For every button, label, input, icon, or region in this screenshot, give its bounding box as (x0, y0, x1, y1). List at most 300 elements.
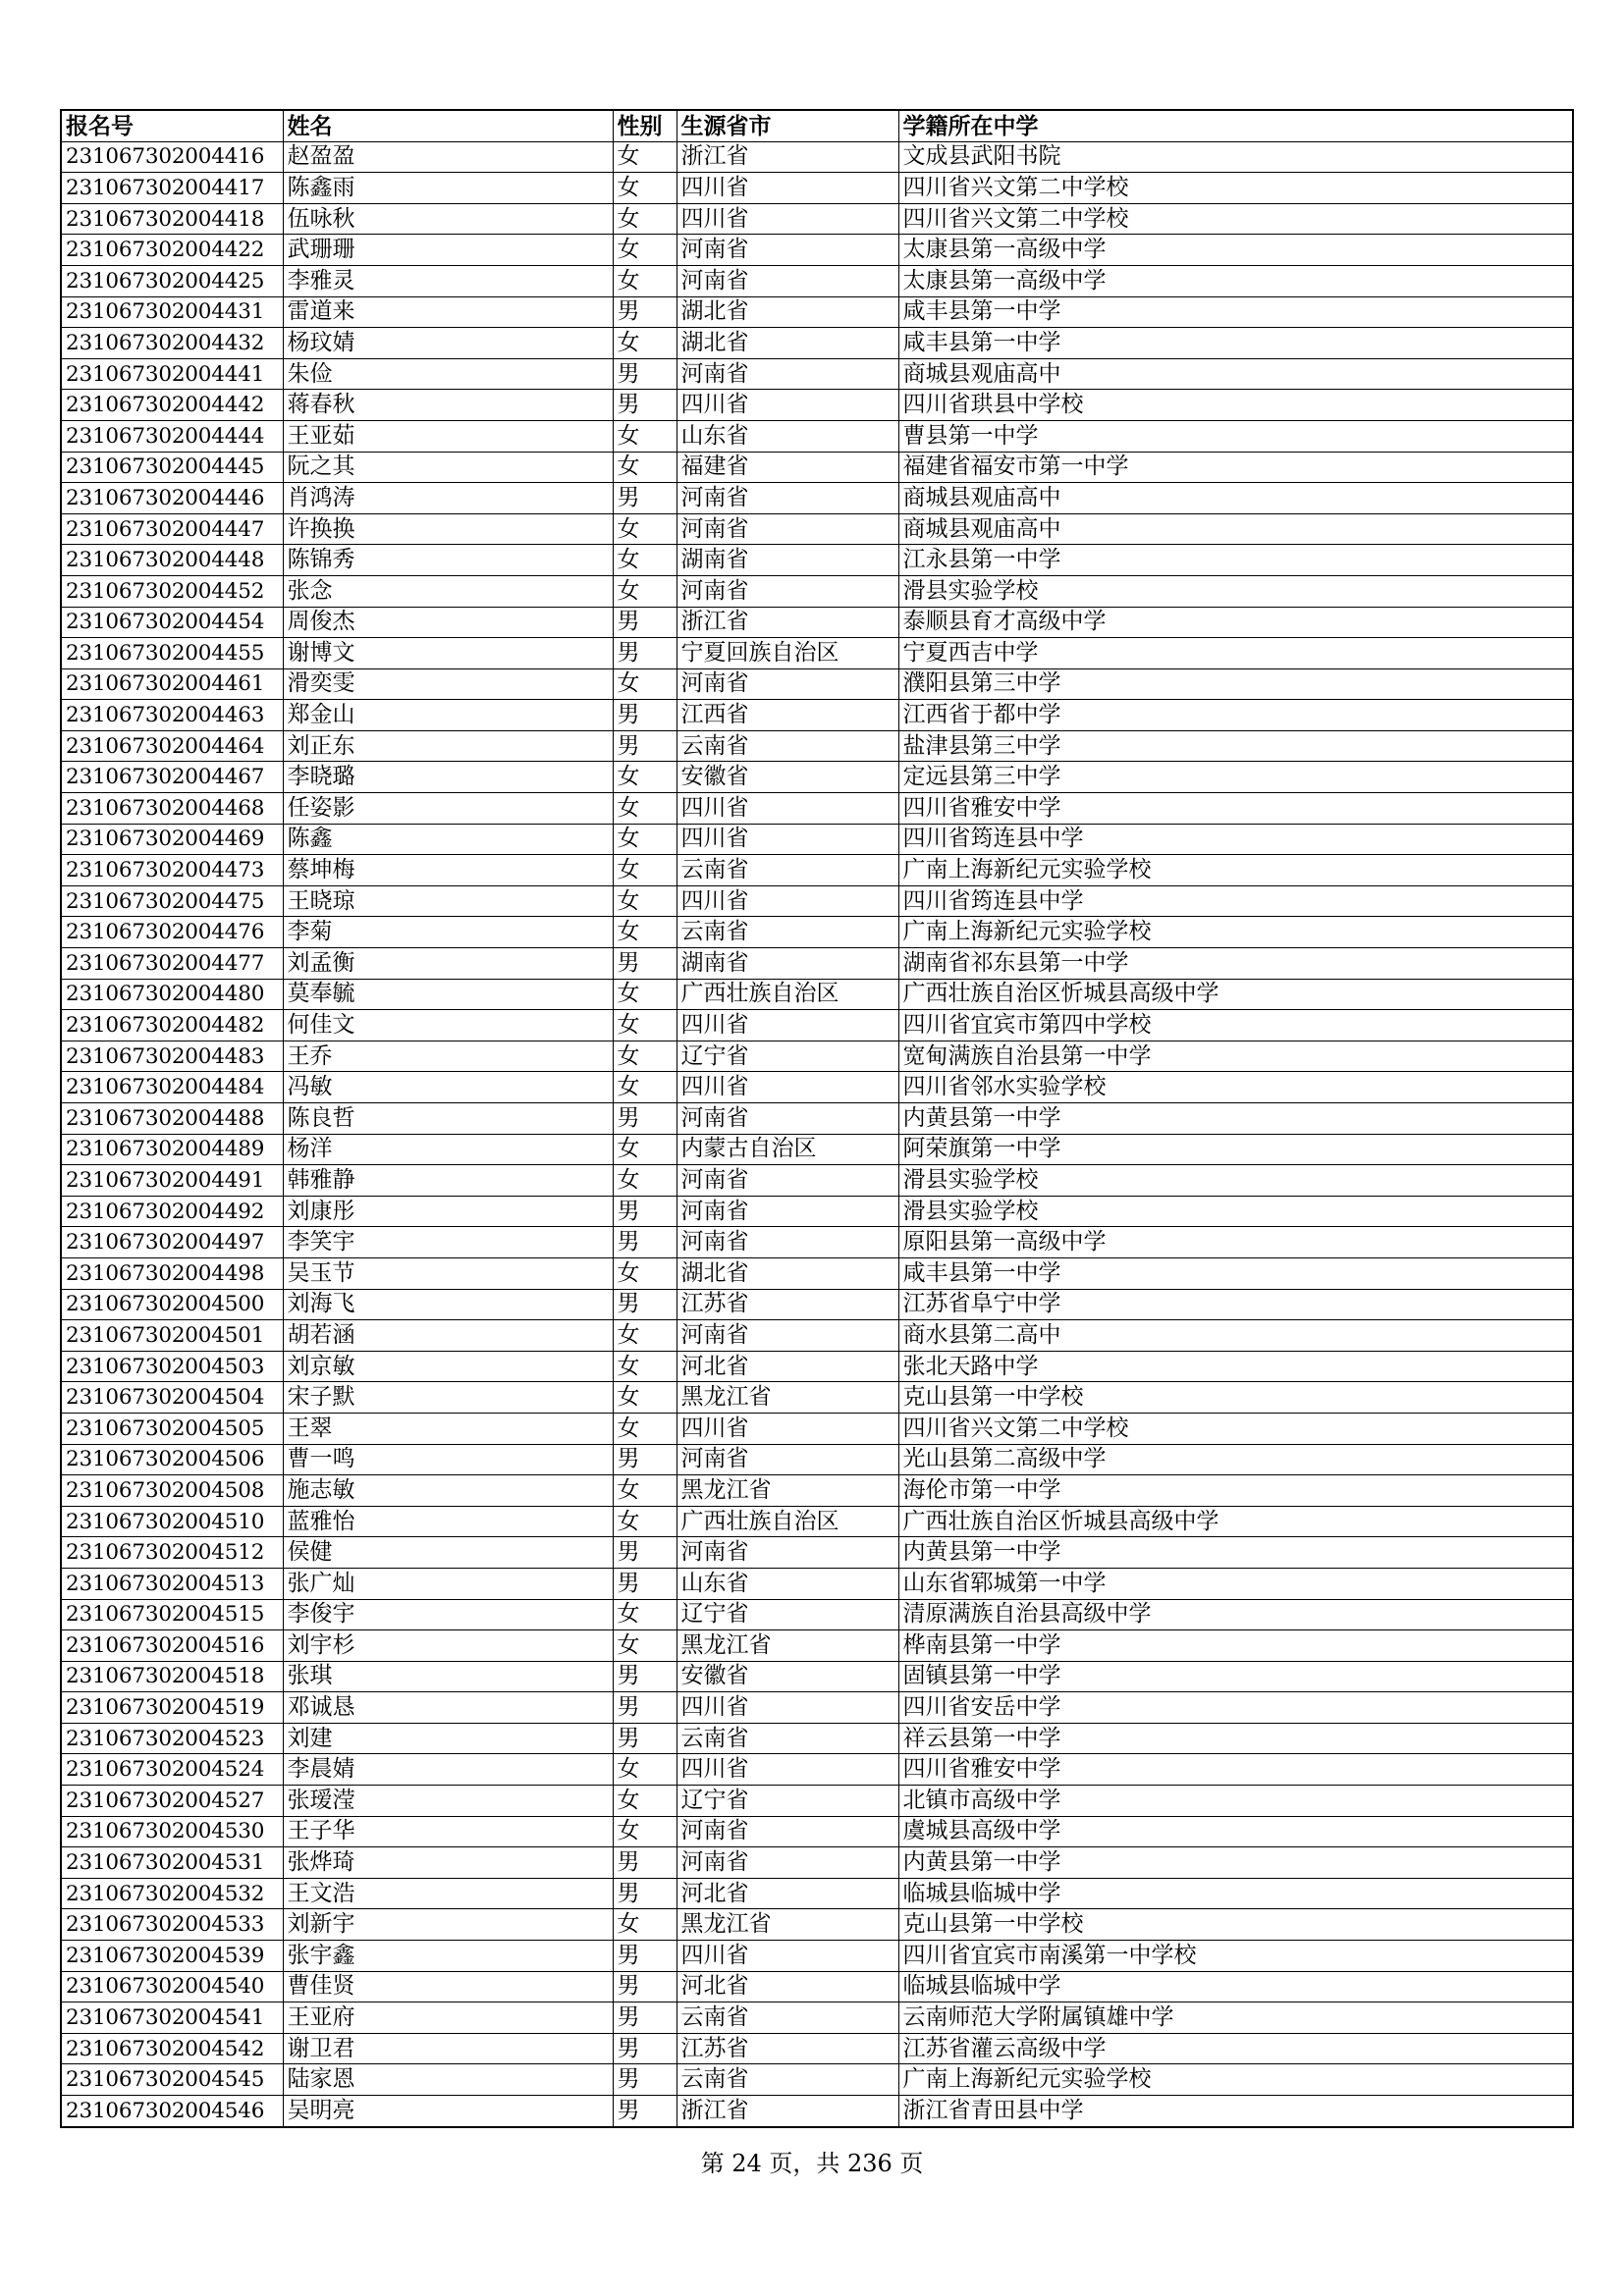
cell-school: 福建省福安市第一中学 (898, 452, 1573, 483)
cell-name: 刘孟衡 (283, 948, 613, 980)
cell-name: 陈鑫雨 (283, 173, 613, 204)
cell-registration-number: 231067302004516 (61, 1630, 283, 1662)
cell-province: 辽宁省 (677, 1786, 898, 1817)
cell-registration-number: 231067302004491 (61, 1165, 283, 1197)
cell-registration-number: 231067302004533 (61, 1909, 283, 1941)
table-row (61, 1878, 1573, 1909)
cell-gender: 女 (613, 1754, 677, 1786)
header-school: 学籍所在中学 (898, 110, 1573, 141)
cell-name: 宋子默 (283, 1382, 613, 1414)
cell-gender: 女 (613, 1072, 677, 1103)
cell-province: 安徽省 (677, 1661, 898, 1692)
cell-name: 吴明亮 (283, 2096, 613, 2127)
cell-gender: 女 (613, 668, 677, 700)
cell-registration-number: 231067302004446 (61, 483, 283, 514)
cell-gender: 男 (613, 700, 677, 731)
cell-school: 清原满族自治县高级中学 (898, 1599, 1573, 1630)
cell-school: 光山县第二高级中学 (898, 1444, 1573, 1475)
cell-school: 咸丰县第一中学 (898, 1257, 1573, 1289)
cell-gender: 女 (613, 1382, 677, 1414)
cell-registration-number: 231067302004464 (61, 730, 283, 762)
cell-name: 周俊杰 (283, 607, 613, 638)
cell-province: 山东省 (677, 1568, 898, 1599)
cell-registration-number: 231067302004498 (61, 1257, 283, 1289)
cell-registration-number: 231067302004477 (61, 948, 283, 980)
cell-name: 陈鑫 (283, 824, 613, 855)
cell-province: 河南省 (677, 265, 898, 296)
cell-school: 云南师范大学附属镇雄中学 (898, 2002, 1573, 2034)
cell-province: 河南省 (677, 575, 898, 607)
table-row (61, 1537, 1573, 1569)
cell-name: 张广灿 (283, 1568, 613, 1599)
cell-registration-number: 231067302004431 (61, 296, 283, 328)
cell-school: 克山县第一中学校 (898, 1382, 1573, 1414)
cell-gender: 女 (613, 545, 677, 576)
cell-school: 商城县观庙高中 (898, 483, 1573, 514)
cell-gender: 女 (613, 1351, 677, 1382)
cell-registration-number: 231067302004504 (61, 1382, 283, 1414)
cell-registration-number: 231067302004484 (61, 1072, 283, 1103)
cell-name: 韩雅静 (283, 1165, 613, 1197)
cell-province: 河南省 (677, 358, 898, 390)
cell-name: 张瑷滢 (283, 1786, 613, 1817)
cell-name: 谢博文 (283, 638, 613, 669)
cell-school: 文成县武阳书院 (898, 141, 1573, 173)
cell-gender: 女 (613, 1786, 677, 1817)
cell-province: 湖南省 (677, 545, 898, 576)
cell-registration-number: 231067302004483 (61, 1041, 283, 1072)
cell-gender: 男 (613, 296, 677, 328)
cell-province: 河南省 (677, 1816, 898, 1847)
cell-school: 定远县第三中学 (898, 762, 1573, 793)
cell-name: 任姿影 (283, 793, 613, 825)
cell-name: 张琪 (283, 1661, 613, 1692)
cell-registration-number: 231067302004492 (61, 1196, 283, 1227)
cell-registration-number: 231067302004542 (61, 2033, 283, 2064)
table-row (61, 452, 1573, 483)
cell-province: 江西省 (677, 700, 898, 731)
cell-registration-number: 231067302004417 (61, 173, 283, 204)
cell-name: 李晨婧 (283, 1754, 613, 1786)
table-row (61, 1103, 1573, 1135)
cell-province: 河南省 (677, 1320, 898, 1352)
cell-name: 胡若涵 (283, 1320, 613, 1352)
cell-name: 武珊珊 (283, 235, 613, 266)
cell-name: 陈良哲 (283, 1103, 613, 1135)
cell-province: 四川省 (677, 1072, 898, 1103)
cell-school: 海伦市第一中学 (898, 1475, 1573, 1507)
cell-registration-number: 231067302004546 (61, 2096, 283, 2127)
cell-province: 宁夏回族自治区 (677, 638, 898, 669)
cell-school: 阿荣旗第一中学 (898, 1134, 1573, 1165)
cell-registration-number: 231067302004425 (61, 265, 283, 296)
page-footer: 第 24 页，共 236 页 (700, 2150, 924, 2177)
cell-province: 安徽省 (677, 762, 898, 793)
cell-name: 陆家恩 (283, 2064, 613, 2096)
cell-registration-number: 231067302004539 (61, 1941, 283, 1972)
table-row (61, 1382, 1573, 1414)
cell-gender: 女 (613, 1816, 677, 1847)
cell-school: 商城县观庙高中 (898, 358, 1573, 390)
cell-name: 刘正东 (283, 730, 613, 762)
cell-gender: 女 (613, 575, 677, 607)
cell-name: 朱俭 (283, 358, 613, 390)
cell-province: 湖南省 (677, 948, 898, 980)
cell-gender: 女 (613, 855, 677, 886)
cell-school: 江永县第一中学 (898, 545, 1573, 576)
cell-registration-number: 231067302004461 (61, 668, 283, 700)
cell-school: 滑县实验学校 (898, 1196, 1573, 1227)
cell-registration-number: 231067302004447 (61, 513, 283, 545)
cell-province: 江苏省 (677, 2033, 898, 2064)
cell-registration-number: 231067302004454 (61, 607, 283, 638)
cell-school: 宽甸满族自治县第一中学 (898, 1041, 1573, 1072)
cell-name: 赵盈盈 (283, 141, 613, 173)
cell-school: 四川省筠连县中学 (898, 824, 1573, 855)
cell-school: 虞城县高级中学 (898, 1816, 1573, 1847)
cell-registration-number: 231067302004530 (61, 1816, 283, 1847)
cell-gender: 女 (613, 420, 677, 452)
cell-province: 黑龙江省 (677, 1382, 898, 1414)
cell-name: 张念 (283, 575, 613, 607)
cell-registration-number: 231067302004527 (61, 1786, 283, 1817)
cell-school: 商水县第二高中 (898, 1320, 1573, 1352)
cell-school: 濮阳县第三中学 (898, 668, 1573, 700)
cell-registration-number: 231067302004480 (61, 979, 283, 1010)
table-row (61, 1475, 1573, 1507)
table-row (61, 1816, 1573, 1847)
cell-school: 内黄县第一中学 (898, 1847, 1573, 1879)
table-row (61, 1630, 1573, 1662)
cell-registration-number: 231067302004432 (61, 328, 283, 359)
cell-province: 四川省 (677, 1413, 898, 1444)
cell-name: 杨玟婧 (283, 328, 613, 359)
cell-name: 刘京敏 (283, 1351, 613, 1382)
cell-name: 郑金山 (283, 700, 613, 731)
cell-gender: 男 (613, 1723, 677, 1754)
cell-registration-number: 231067302004475 (61, 885, 283, 917)
cell-gender: 女 (613, 1475, 677, 1507)
cell-registration-number: 231067302004463 (61, 700, 283, 731)
table-row (61, 2064, 1573, 2096)
table-row (61, 141, 1573, 173)
cell-name: 施志敏 (283, 1475, 613, 1507)
cell-gender: 女 (613, 173, 677, 204)
cell-gender: 女 (613, 328, 677, 359)
cell-school: 曹县第一中学 (898, 420, 1573, 452)
table-row (61, 979, 1573, 1010)
cell-school: 盐津县第三中学 (898, 730, 1573, 762)
cell-gender: 女 (613, 235, 677, 266)
cell-province: 河南省 (677, 1227, 898, 1258)
cell-gender: 女 (613, 979, 677, 1010)
header-registration-number: 报名号 (61, 110, 283, 141)
cell-gender: 女 (613, 513, 677, 545)
cell-province: 江苏省 (677, 1289, 898, 1320)
table-row (61, 173, 1573, 204)
cell-name: 李菊 (283, 917, 613, 948)
table-row (61, 917, 1573, 948)
cell-gender: 女 (613, 762, 677, 793)
table-row (61, 2033, 1573, 2064)
cell-gender: 男 (613, 1878, 677, 1909)
table-row (61, 1072, 1573, 1103)
cell-name: 莫奉毓 (283, 979, 613, 1010)
cell-registration-number: 231067302004515 (61, 1599, 283, 1630)
cell-province: 四川省 (677, 1010, 898, 1041)
cell-province: 河北省 (677, 1971, 898, 2002)
cell-registration-number: 231067302004455 (61, 638, 283, 669)
cell-name: 蔡坤梅 (283, 855, 613, 886)
table-row (61, 824, 1573, 855)
cell-name: 张宇鑫 (283, 1941, 613, 1972)
cell-school: 四川省邻水实验学校 (898, 1072, 1573, 1103)
cell-gender: 女 (613, 1320, 677, 1352)
cell-name: 蓝雅怡 (283, 1506, 613, 1537)
cell-name: 王晓琼 (283, 885, 613, 917)
cell-province: 河北省 (677, 1351, 898, 1382)
cell-registration-number: 231067302004501 (61, 1320, 283, 1352)
cell-registration-number: 231067302004512 (61, 1537, 283, 1569)
cell-gender: 男 (613, 390, 677, 421)
table-row (61, 1754, 1573, 1786)
cell-province: 四川省 (677, 885, 898, 917)
cell-province: 浙江省 (677, 2096, 898, 2127)
cell-gender: 女 (613, 1506, 677, 1537)
cell-school: 广南上海新纪元实验学校 (898, 855, 1573, 886)
table-row (61, 575, 1573, 607)
table-row (61, 420, 1573, 452)
table-row (61, 1568, 1573, 1599)
cell-province: 内蒙古自治区 (677, 1134, 898, 1165)
cell-province: 四川省 (677, 793, 898, 825)
cell-registration-number: 231067302004469 (61, 824, 283, 855)
cell-school: 江苏省阜宁中学 (898, 1289, 1573, 1320)
cell-registration-number: 231067302004452 (61, 575, 283, 607)
cell-name: 王乔 (283, 1041, 613, 1072)
cell-school: 广南上海新纪元实验学校 (898, 2064, 1573, 2096)
cell-name: 李雅灵 (283, 265, 613, 296)
cell-name: 刘海飞 (283, 1289, 613, 1320)
table-row (61, 1041, 1573, 1072)
cell-registration-number: 231067302004488 (61, 1103, 283, 1135)
cell-school: 江苏省灌云高级中学 (898, 2033, 1573, 2064)
cell-name: 冯敏 (283, 1072, 613, 1103)
table-row (61, 948, 1573, 980)
cell-school: 山东省郓城第一中学 (898, 1568, 1573, 1599)
cell-name: 刘新宇 (283, 1909, 613, 1941)
table-row (61, 296, 1573, 328)
cell-name: 肖鸿涛 (283, 483, 613, 514)
cell-province: 四川省 (677, 1692, 898, 1724)
cell-school: 四川省兴文第二中学校 (898, 1413, 1573, 1444)
cell-province: 辽宁省 (677, 1599, 898, 1630)
cell-gender: 男 (613, 1941, 677, 1972)
cell-gender: 女 (613, 793, 677, 825)
cell-school: 广西壮族自治区忻城县高级中学 (898, 979, 1573, 1010)
table-row (61, 638, 1573, 669)
table-row (61, 1506, 1573, 1537)
cell-province: 河南省 (677, 513, 898, 545)
header-name: 姓名 (283, 110, 613, 141)
cell-gender: 男 (613, 1971, 677, 2002)
cell-province: 四川省 (677, 203, 898, 235)
cell-registration-number: 231067302004473 (61, 855, 283, 886)
cell-province: 云南省 (677, 2002, 898, 2034)
cell-school: 商城县观庙高中 (898, 513, 1573, 545)
cell-registration-number: 231067302004531 (61, 1847, 283, 1879)
table-row (61, 1320, 1573, 1352)
cell-gender: 男 (613, 2096, 677, 2127)
cell-school: 四川省筠连县中学 (898, 885, 1573, 917)
cell-registration-number: 231067302004422 (61, 235, 283, 266)
cell-school: 临城县临城中学 (898, 1878, 1573, 1909)
cell-school: 桦南县第一中学 (898, 1630, 1573, 1662)
cell-school: 四川省兴文第二中学校 (898, 203, 1573, 235)
cell-gender: 女 (613, 824, 677, 855)
cell-school: 四川省宜宾市南溪第一中学校 (898, 1941, 1573, 1972)
cell-registration-number: 231067302004540 (61, 1971, 283, 2002)
cell-gender: 男 (613, 607, 677, 638)
table-row (61, 885, 1573, 917)
cell-province: 河北省 (677, 1878, 898, 1909)
table-row (61, 2096, 1573, 2127)
cell-gender: 男 (613, 1196, 677, 1227)
cell-name: 王文浩 (283, 1878, 613, 1909)
cell-school: 克山县第一中学校 (898, 1909, 1573, 1941)
cell-province: 浙江省 (677, 607, 898, 638)
cell-registration-number: 231067302004519 (61, 1692, 283, 1724)
cell-gender: 男 (613, 358, 677, 390)
cell-province: 云南省 (677, 730, 898, 762)
cell-name: 李俊宇 (283, 1599, 613, 1630)
cell-gender: 女 (613, 1257, 677, 1289)
header-province: 生源省市 (677, 110, 898, 141)
cell-registration-number: 231067302004445 (61, 452, 283, 483)
cell-name: 王子华 (283, 1816, 613, 1847)
cell-gender: 男 (613, 2002, 677, 2034)
cell-school: 原阳县第一高级中学 (898, 1227, 1573, 1258)
cell-registration-number: 231067302004523 (61, 1723, 283, 1754)
table-row (61, 1971, 1573, 2002)
cell-school: 四川省兴文第二中学校 (898, 173, 1573, 204)
cell-registration-number: 231067302004532 (61, 1878, 283, 1909)
table-row (61, 1599, 1573, 1630)
cell-province: 山东省 (677, 420, 898, 452)
cell-gender: 男 (613, 483, 677, 514)
cell-school: 四川省雅安中学 (898, 1754, 1573, 1786)
cell-gender: 女 (613, 265, 677, 296)
cell-school: 咸丰县第一中学 (898, 296, 1573, 328)
cell-gender: 男 (613, 1103, 677, 1135)
table-row (61, 730, 1573, 762)
cell-registration-number: 231067302004476 (61, 917, 283, 948)
cell-name: 张烨琦 (283, 1847, 613, 1879)
cell-gender: 男 (613, 638, 677, 669)
cell-registration-number: 231067302004545 (61, 2064, 283, 2096)
cell-school: 太康县第一高级中学 (898, 235, 1573, 266)
cell-gender: 男 (613, 948, 677, 980)
table-row (61, 328, 1573, 359)
cell-gender: 女 (613, 1165, 677, 1197)
cell-gender: 男 (613, 1847, 677, 1879)
cell-name: 伍咏秋 (283, 203, 613, 235)
cell-school: 北镇市高级中学 (898, 1786, 1573, 1817)
cell-name: 杨洋 (283, 1134, 613, 1165)
cell-gender: 男 (613, 1227, 677, 1258)
cell-registration-number: 231067302004505 (61, 1413, 283, 1444)
table-body (61, 141, 1573, 2127)
cell-registration-number: 231067302004418 (61, 203, 283, 235)
cell-province: 河南省 (677, 1537, 898, 1569)
cell-registration-number: 231067302004506 (61, 1444, 283, 1475)
cell-province: 云南省 (677, 1723, 898, 1754)
cell-province: 河南省 (677, 1847, 898, 1879)
cell-province: 浙江省 (677, 141, 898, 173)
cell-province: 河南省 (677, 668, 898, 700)
table-row (61, 2002, 1573, 2034)
cell-school: 临城县临城中学 (898, 1971, 1573, 2002)
table-row (61, 855, 1573, 886)
cell-name: 阮之其 (283, 452, 613, 483)
cell-registration-number: 231067302004503 (61, 1351, 283, 1382)
cell-registration-number: 231067302004468 (61, 793, 283, 825)
table-row (61, 1010, 1573, 1041)
cell-name: 刘宇杉 (283, 1630, 613, 1662)
cell-province: 湖北省 (677, 296, 898, 328)
cell-school: 内黄县第一中学 (898, 1537, 1573, 1569)
table-row (61, 1134, 1573, 1165)
table-row (61, 545, 1573, 576)
table-row (61, 1351, 1573, 1382)
cell-gender: 女 (613, 1134, 677, 1165)
cell-school: 江西省于都中学 (898, 700, 1573, 731)
cell-province: 四川省 (677, 390, 898, 421)
cell-registration-number: 231067302004442 (61, 390, 283, 421)
cell-school: 内黄县第一中学 (898, 1103, 1573, 1135)
cell-name: 王亚茹 (283, 420, 613, 452)
cell-school: 宁夏西吉中学 (898, 638, 1573, 669)
cell-province: 辽宁省 (677, 1041, 898, 1072)
table-row (61, 1786, 1573, 1817)
table-row (61, 235, 1573, 266)
table-row (61, 1165, 1573, 1197)
cell-province: 广西壮族自治区 (677, 1506, 898, 1537)
cell-gender: 女 (613, 1413, 677, 1444)
table-header-row (61, 110, 1573, 141)
table-row (61, 1847, 1573, 1879)
cell-registration-number: 231067302004497 (61, 1227, 283, 1258)
cell-province: 四川省 (677, 1941, 898, 1972)
cell-gender: 女 (613, 452, 677, 483)
cell-province: 广西壮族自治区 (677, 979, 898, 1010)
cell-gender: 男 (613, 2033, 677, 2064)
cell-name: 邓诚恳 (283, 1692, 613, 1724)
cell-registration-number: 231067302004489 (61, 1134, 283, 1165)
cell-registration-number: 231067302004541 (61, 2002, 283, 2034)
cell-name: 曹佳贤 (283, 1971, 613, 2002)
cell-registration-number: 231067302004508 (61, 1475, 283, 1507)
cell-province: 福建省 (677, 452, 898, 483)
cell-name: 蒋春秋 (283, 390, 613, 421)
cell-name: 李笑宇 (283, 1227, 613, 1258)
cell-province: 云南省 (677, 855, 898, 886)
cell-name: 陈锦秀 (283, 545, 613, 576)
cell-province: 河南省 (677, 1165, 898, 1197)
cell-province: 河南省 (677, 235, 898, 266)
cell-registration-number: 231067302004441 (61, 358, 283, 390)
cell-name: 刘建 (283, 1723, 613, 1754)
